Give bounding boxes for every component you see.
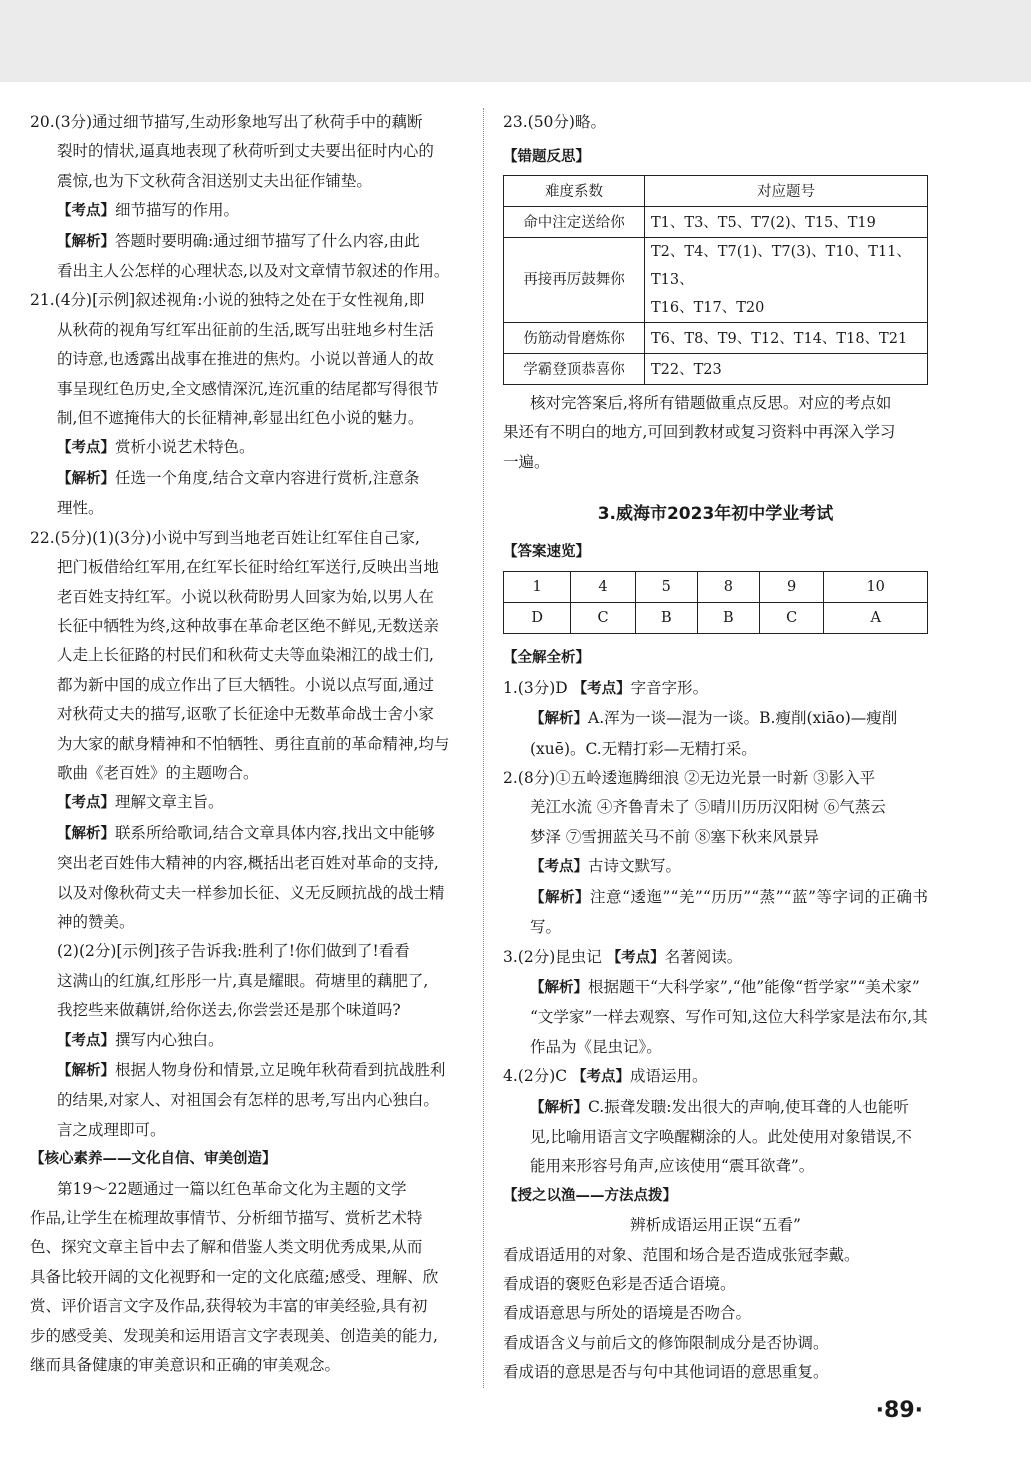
method-line-3: 看成语意思与所处的语境是否吻合。 — [503, 1304, 752, 1323]
point-text: 古诗文默写。 — [588, 857, 682, 876]
analysis-tag: 【解析】 — [530, 711, 588, 728]
difficulty-level: 伤筋动骨磨炼你 — [504, 322, 645, 353]
core-line-5: 赏、评价语言文字及作品,获得较为丰富的审美经验,具有初 — [30, 1297, 428, 1316]
q1-answer: 1.(3分)D — [503, 678, 568, 697]
q22-line-9: 歌曲《老百姓》的主题吻合。 — [57, 763, 259, 782]
difficulty-level: 学霸登顶恭喜你 — [504, 353, 645, 384]
answer-number: 1 — [504, 572, 571, 603]
core-line-1: 第19～22题通过一篇以红色革命文化为主题的文学 — [57, 1179, 407, 1198]
analysis-text: C.振聋发聩:发出很大的声响,使耳聋的人也能听 — [588, 1097, 909, 1116]
q22-analysis-cont-1: 突出老百姓伟大精神的内容,概括出老百姓对革命的支持, — [57, 854, 439, 873]
q2-line-3: 梦泽 ⑦雪拥蓝关马不前 ⑧塞下秋来风景异 — [530, 827, 819, 846]
q22-part2-line-1: (2)(2分)[示例]孩子告诉我:胜利了!你们做到了!看看 — [57, 942, 410, 961]
q2-line-2: 羌江水流 ④齐鲁青未了 ⑤晴川历历汉阳树 ⑥气蒸云 — [530, 798, 886, 817]
analysis-text: A.浑为一谈—混为一谈。B.瘦削(xiāo)—瘦削 — [588, 709, 898, 728]
point-text: 撰写内心独白。 — [115, 1030, 224, 1049]
point-text: 细节描写的作用。 — [115, 201, 240, 220]
difficulty-header-row — [504, 175, 928, 206]
q4-analysis-cont-1: 见,比喻用语言文字唤醒糊涂的人。此处使用对象错误,不 — [530, 1127, 912, 1146]
difficulty-row — [504, 322, 928, 353]
point-tag: 【考点】 — [606, 949, 665, 966]
point-text: 赏析小说艺术特色。 — [115, 438, 255, 457]
answer-choice: B — [697, 603, 759, 634]
point-tag: 【考点】 — [57, 203, 115, 220]
analysis-tag: 【解析】 — [530, 1099, 588, 1116]
q1-head — [503, 674, 928, 704]
q20-line-2: 裂时的情状,逼真地表现了秋荷听到丈夫要出征时内心的 — [57, 142, 434, 161]
core-line-4: 具备比较开阔的文化视野和一定的文化底蕴;感受、理解、欣 — [30, 1267, 439, 1286]
q3-analysis — [503, 973, 928, 1003]
analysis-text: 联系所给歌词,结合文章具体内容,找出文中能够 — [115, 823, 435, 842]
q4-answer: 4.(2分)C — [503, 1067, 568, 1086]
q22-line-7: 对秋荷丈夫的描写,讴歌了长征途中无数革命战士舍小家 — [57, 705, 434, 724]
answer-q22 — [30, 524, 460, 1146]
q23-answer: 23.(50分)略。 — [503, 113, 606, 131]
analysis-text: 根据人物身份和情景,立足晚年秋荷看到抗战胜利 — [115, 1061, 446, 1079]
q20-point — [30, 196, 460, 226]
reflection-line-3: 一遍。 — [503, 452, 550, 471]
q22-line-1: 22.(5分)(1)(3分)小说中写到当地老百姓让红军住自己家, — [30, 528, 420, 547]
core-line-3: 色、探究文章主旨中去了解和借鉴人类文明优秀成果,从而 — [30, 1238, 423, 1257]
q22-analysis-cont-2: 以及对像秋荷丈夫一样参加长征、义无反顾抗战的战士精 — [57, 883, 445, 902]
core-line-6: 步的感受美、发现美和运用语言文字表现美、创造美的能力, — [30, 1326, 438, 1345]
q22-analysis2-cont-1: 的结果,对家人、对祖国会有怎样的思考,写出内心独白。 — [57, 1091, 439, 1110]
method-line-2: 看成语的褒贬色彩是否适合语境。 — [503, 1274, 736, 1293]
q20-analysis — [30, 227, 460, 257]
q3-head — [503, 943, 928, 973]
analysis-text: 注意“逶迤”“羌”“历历”“蒸”“蓝”等字词的正确书写。 — [530, 887, 928, 937]
q21-line-5: 制,但不遮掩伟大的长征精神,彰显出红色小说的魅力。 — [57, 409, 424, 428]
analysis-tag: 【解析】 — [57, 825, 115, 842]
q22-part2-line-2: 这满山的红旗,红彤彤一片,真是耀眼。荷塘里的藕肥了, — [57, 971, 429, 990]
method-line-4: 看成语含义与前后文的修饰限制成分是否协调。 — [503, 1333, 829, 1352]
q22-point — [30, 788, 460, 818]
point-text: 名著阅读。 — [664, 947, 743, 966]
column-divider — [483, 108, 484, 1388]
q21-line-1: 21.(4分)[示例]叙述视角:小说的独特之处在于女性视角,即 — [30, 291, 425, 310]
core-literacy-box — [30, 1145, 460, 1380]
q21-line-3: 的诗意,也透露出战事在推进的焦灼。小说以普通人的故 — [57, 350, 434, 369]
q4-head — [503, 1062, 928, 1092]
q21-line-4: 事呈现红色历史,全文感情深沉,连沉重的结尾都写得很节 — [57, 379, 439, 398]
analysis-tag: 【解析】 — [57, 233, 115, 250]
q22-point2 — [30, 1026, 460, 1056]
q4-analysis — [503, 1093, 928, 1123]
question-numbers: T6、T8、T9、T12、T14、T18、T21 — [645, 322, 928, 353]
answer-q21 — [30, 286, 460, 523]
q21-line-2: 从秋荷的视角写红军出征前的生活,既写出驻地乡村生活 — [57, 320, 434, 339]
q2-point — [503, 852, 928, 882]
q22-line-8: 为大家的献身精神和不怕牺牲、勇往直前的革命精神,均与 — [57, 734, 450, 753]
q4-analysis-cont-2: 能用来形容号角声,应该使用“震耳欲聋”。 — [530, 1157, 815, 1176]
question-numbers-header: 对应题号 — [645, 175, 928, 206]
reflection-line-2: 果还有不明白的地方,可回到教材或复习资料中再深入学习 — [503, 423, 896, 442]
point-tag: 【考点】 — [57, 795, 115, 812]
answer-number: 10 — [824, 572, 928, 603]
question-numbers: T1、T3、T5、T7(2)、T15、T19 — [645, 206, 928, 237]
section-title: 3.威海市2023年初中学业考试 — [597, 504, 834, 525]
difficulty-table — [503, 175, 928, 385]
full-analysis-title: 【全解全析】 — [503, 650, 590, 667]
q22-analysis — [30, 819, 460, 849]
point-text: 字音字形。 — [630, 678, 709, 697]
difficulty-level: 命中注定送给你 — [504, 206, 645, 237]
question-numbers — [645, 237, 928, 322]
q21-analysis-cont: 理性。 — [57, 499, 104, 518]
difficulty-row — [504, 237, 928, 322]
quick-answers-title: 【答案速览】 — [503, 544, 590, 561]
answer-choice: C — [759, 603, 823, 634]
q21-analysis — [30, 464, 460, 494]
analysis-tag: 【解析】 — [57, 1063, 115, 1079]
q1-analysis-cont: (xuē)。C.无精打彩—无精打采。 — [530, 739, 757, 758]
analysis-tag: 【解析】 — [530, 889, 591, 906]
answer-choice: A — [824, 603, 928, 634]
q2-analysis — [503, 883, 928, 943]
answer-number-row — [504, 572, 928, 603]
top-margin-band — [0, 0, 1031, 82]
point-text: 理解文章主旨。 — [115, 793, 224, 812]
point-tag: 【考点】 — [572, 1069, 631, 1086]
answer-choice: B — [635, 603, 697, 634]
core-literacy-title: 【核心素养——文化自信、审美创造】 — [30, 1151, 277, 1168]
answer-number: 5 — [635, 572, 697, 603]
q20-line-3: 震惊,也为下文秋荷含泪送别丈夫出征作铺垫。 — [57, 171, 372, 190]
answer-q2 — [503, 764, 928, 942]
question-numbers-line: T16、T17、T20 — [651, 299, 765, 316]
point-tag: 【考点】 — [57, 1032, 115, 1049]
answer-choice-row — [504, 603, 928, 634]
method-line-1: 看成语适用的对象、范围和场合是否造成张冠李戴。 — [503, 1245, 860, 1264]
answer-number: 9 — [759, 572, 823, 603]
question-numbers-line: T2、T4、T7(1)、T7(3)、T10、T11、T13、 — [651, 243, 911, 288]
q2-line-1: 2.(8分)①五岭逶迤腾细浪 ②无边光景一时新 ③影入平 — [503, 769, 876, 788]
q22-line-6: 都为新中国的成立作出了巨大牺牲。小说以点写面,通过 — [57, 675, 434, 694]
answer-number: 8 — [697, 572, 759, 603]
answer-table — [503, 571, 928, 634]
q1-analysis — [503, 704, 928, 734]
analysis-tag: 【解析】 — [57, 470, 115, 487]
answer-choice: C — [571, 603, 635, 634]
analysis-text: 根据题干“大科学家”,“他”能像“哲学家”“美术家” — [588, 977, 920, 996]
point-tag: 【考点】 — [572, 680, 631, 697]
q3-analysis-cont-2: 作品为《昆虫记》。 — [530, 1037, 662, 1056]
q22-analysis2 — [30, 1056, 460, 1086]
q22-line-3: 老百姓支持红军。小说以秋荷盼男人回家为始,以男人在 — [57, 587, 434, 606]
q20-analysis-cont: 看出主人公怎样的心理状态,以及对文章情节叙述的作用。 — [57, 262, 450, 281]
q22-line-2: 把门板借给红军用,在红军长征时给红军送行,反映出当地 — [57, 558, 439, 577]
answer-q4 — [503, 1062, 928, 1182]
answer-number: 4 — [571, 572, 635, 603]
difficulty-level: 再接再厉鼓舞你 — [504, 237, 645, 322]
answer-q20 — [30, 108, 460, 286]
q21-point — [30, 433, 460, 463]
point-tag: 【考点】 — [57, 440, 115, 457]
error-reflection-title: 【错题反思】 — [503, 149, 590, 166]
q3-analysis-cont-1: “文学家”一样去观察、写作可知,这位大科学家是法布尔,其 — [530, 1008, 928, 1027]
right-column — [503, 108, 928, 1388]
difficulty-row — [504, 353, 928, 384]
q22-analysis-cont-3: 神的赞美。 — [57, 912, 135, 931]
q22-line-5: 人走上长征路的村民们和秋荷丈夫等血染湘江的战士们, — [57, 646, 434, 665]
analysis-text: 答题时要明确:通过细节描写了什么内容,由此 — [115, 231, 420, 250]
core-line-7: 继而具备健康的审美意识和正确的审美观念。 — [30, 1356, 341, 1375]
q3-answer: 3.(2分)昆虫记 — [503, 947, 602, 966]
method-line-5: 看成语的意思是否与句中其他词语的意思重复。 — [503, 1363, 829, 1382]
left-column — [30, 108, 460, 1380]
analysis-tag: 【解析】 — [530, 979, 588, 996]
difficulty-row — [504, 206, 928, 237]
method-box — [503, 1182, 928, 1388]
question-numbers: T22、T23 — [645, 353, 928, 384]
answer-q3 — [503, 943, 928, 1063]
q20-line-1: 20.(3分)通过细节描写,生动形象地写出了秋荷手中的藕断 — [30, 113, 423, 131]
method-subtitle: 辨析成语运用正误“五看” — [630, 1216, 801, 1235]
difficulty-header: 难度系数 — [504, 175, 645, 206]
point-text: 成语运用。 — [630, 1067, 708, 1086]
core-line-2: 作品,让学生在梳理故事情节、分析细节描写、赏析艺术特 — [30, 1209, 423, 1228]
answer-q1 — [503, 674, 928, 764]
q22-analysis2-cont-2: 言之成理即可。 — [57, 1120, 166, 1139]
q22-line-4: 长征中牺牲为终,这种故事在革命老区绝不鲜见,无数送亲 — [57, 616, 439, 635]
method-title: 【授之以渔——方法点拨】 — [503, 1187, 677, 1204]
q22-part2-line-3: 我挖些来做藕饼,给你送去,你尝尝还是那个味道吗? — [57, 1001, 401, 1020]
analysis-text: 任选一个角度,结合文章内容进行赏析,注意条 — [115, 468, 420, 487]
point-tag: 【考点】 — [530, 859, 588, 876]
page-number: ·89· — [875, 1398, 923, 1423]
reflection-line-1: 核对完答案后,将所有错题做重点反思。对应的考点如 — [530, 393, 892, 412]
answer-choice: D — [504, 603, 571, 634]
